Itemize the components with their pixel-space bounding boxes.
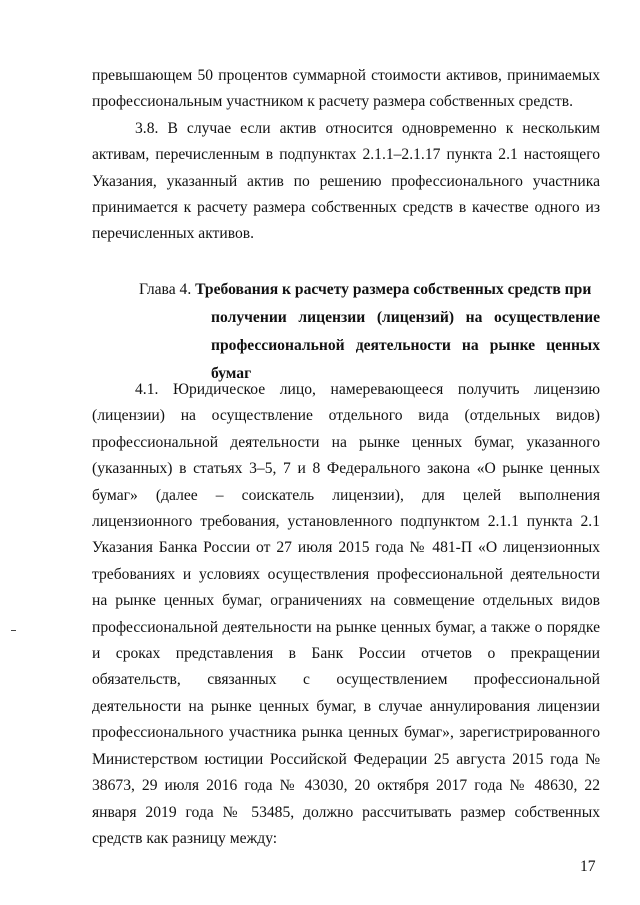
paragraph-3-8: 3.8. В случае если актив относится одновременно к нескольким активам, перечисленным в подпунктах 2.1.1–2.1.17 пункта 2.1 настоящего Указания, указанный актив по решению профессионального участника принимается к расчету размера собственных средств в качестве одного из перечисленных активов. (92, 120, 600, 243)
chapter-label: Глава 4. (139, 281, 192, 298)
chapter-heading-first-line (139, 276, 600, 304)
chapter-title-line1: Требования к расчету размера собственных средств при (195, 281, 592, 298)
page-number: 17 (580, 858, 596, 875)
chapter-title-rest: получении лицензии (лицензий) на осуществление профессиональной деятельности на рынке ценных бумаг (211, 309, 600, 382)
continuation-paragraph: превышающем 50 процентов суммарной стоимости активов, принимаемых профессиональным участником к расчету размера собственных средств. (92, 67, 600, 111)
chapter-heading (139, 276, 600, 388)
paragraph-4-1: 4.1. Юридическое лицо, намеревающееся получить лицензию (лицензии) на осуществление отдельного вида (отдельных видов) профессиональной деятельности на рынке ценных бумаг, указанного (указанных) в статьях 3–5, 7 и 8 Федерального закона «О рынке ценных бумаг» (далее – соискатель лицензии), для целей выполнения лицензионного требования, установленного подпунктом 2.1.1 пункта 2.1 Указания Банка России от 27 июля 2015 года № 481-П «О лицензионных требованиях и условиях осуществления профессиональной деятельности на рынке ценных бумаг, ограничениях на совмещение отдельных видов профессиональной деятельности на рынке ценных бумаг, а также о порядке и сроках представления в Банк России отчетов о прекращении обязательств, связанных с осуществлением профессиональной деятельности на рынке ценных бумаг, в случае аннулирования лицензии профессионального участника рынка ценных бумаг», зарегистрированного Министерством юстиции Российской Федерации 25 августа 2015 года № 38673, 29 июля 2016 года № 43030, 20 октября 2017 года № 48630, 22 января 2019 года № 53485, должно рассчитывать размер собственных средств как разницу между: (92, 381, 600, 847)
margin-mark (11, 630, 16, 631)
